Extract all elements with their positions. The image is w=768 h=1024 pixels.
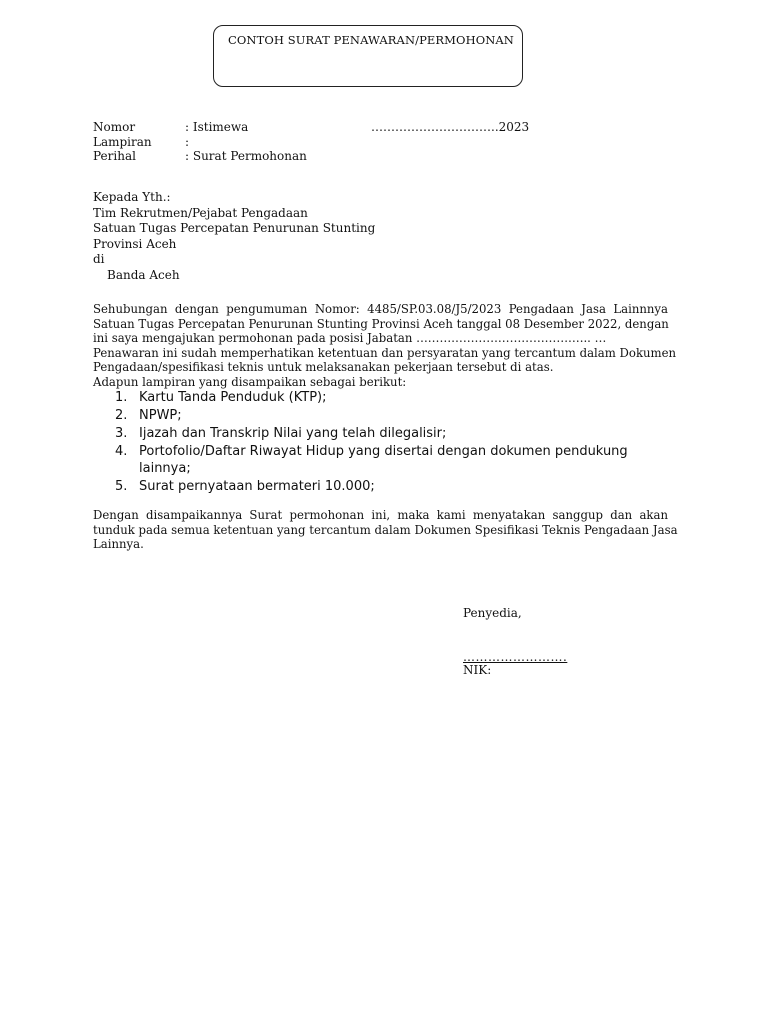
paragraph-line: ini saya mengajukan permohonan pada posisi Jabatan ……………………………………... … — [93, 331, 607, 346]
list-number: 1. — [115, 390, 128, 405]
list-text: NPWP; — [139, 408, 182, 423]
list-number: 4. — [115, 444, 128, 459]
list-item — [93, 478, 673, 495]
recipient-address — [93, 190, 375, 283]
address-line: Tim Rekrutmen/Pejabat Pengadaan — [93, 205, 308, 220]
list-item — [93, 407, 673, 424]
perihal-label: Perihal — [93, 149, 136, 163]
title-box — [213, 25, 523, 87]
paragraph-line: Penawaran ini sudah memperhatikan ketentuan dan persyaratan yang tercantum dalam Dokumen — [93, 345, 677, 360]
list-item — [93, 425, 673, 442]
paragraph-line: Dengan disampaikannya Surat permohonan ini, maka kami menyatakan sanggup dan akan — [93, 508, 668, 522]
list-text: Kartu Tanda Penduduk (KTP); — [139, 390, 327, 405]
list-number: 3. — [115, 426, 128, 441]
address-line: Provinsi Aceh — [93, 236, 177, 251]
list-text: Surat pernyataan bermateri 10.000; — [139, 479, 375, 494]
list-number: 2. — [115, 408, 128, 423]
paragraph-line: Sehubungan dengan pengumuman Nomor: 4485/SP.03.08/J5/2023 Pengadaan Jasa Lainnnya — [93, 302, 668, 316]
header-lampiran-row — [93, 135, 189, 149]
attachment-list — [93, 389, 673, 496]
document-title: CONTOH SURAT PENAWARAN/PERMOHONAN — [228, 33, 514, 47]
intro-paragraph — [93, 302, 677, 390]
address-line: di — [93, 252, 105, 266]
header-nomor-row — [93, 120, 248, 134]
list-item — [93, 443, 673, 477]
letter-date: …………………………..2023 — [371, 120, 530, 134]
perihal-value: : Surat Permohonan — [185, 149, 307, 163]
list-text: Portofolio/Daftar Riwayat Hidup yang disertai dengan dokumen pendukung lainnya; — [139, 444, 628, 476]
closing-paragraph — [93, 508, 678, 552]
paragraph-line: Lainnya. — [93, 537, 144, 552]
list-text: Ijazah dan Transkrip Nilai yang telah dilegalisir; — [139, 426, 447, 441]
paragraph-line: tunduk pada semua ketentuan yang tercantum dalam Dokumen Spesifikasi Teknis Pengadaan Jasa — [93, 522, 678, 537]
nomor-label: Nomor — [93, 120, 136, 134]
paragraph-line: Adapun lampiran yang disampaikan sebagai berikut: — [93, 374, 407, 389]
paragraph-line: Pengadaan/spesifikasi teknis untuk melaksanakan pekerjaan tersebut di atas. — [93, 360, 554, 375]
address-line: Satuan Tugas Percepatan Penurunan Stunting — [93, 221, 376, 235]
lampiran-label: Lampiran — [93, 135, 152, 149]
header-perihal-row — [93, 149, 307, 163]
signature-label: Penyedia, — [463, 606, 522, 620]
list-number: 5. — [115, 479, 128, 494]
address-line: Kepada Yth.: — [93, 190, 171, 204]
nik-label: NIK: — [463, 663, 492, 677]
signature-line: ……………………. — [463, 650, 568, 664]
nomor-value: : Istimewa — [185, 120, 249, 134]
paragraph-line: Satuan Tugas Percepatan Penurunan Stunting Provinsi Aceh tanggal 08 Desember 2022, dengan — [93, 316, 669, 331]
address-line: Banda Aceh — [107, 267, 180, 282]
list-item — [93, 389, 673, 406]
lampiran-value: : — [185, 135, 190, 149]
